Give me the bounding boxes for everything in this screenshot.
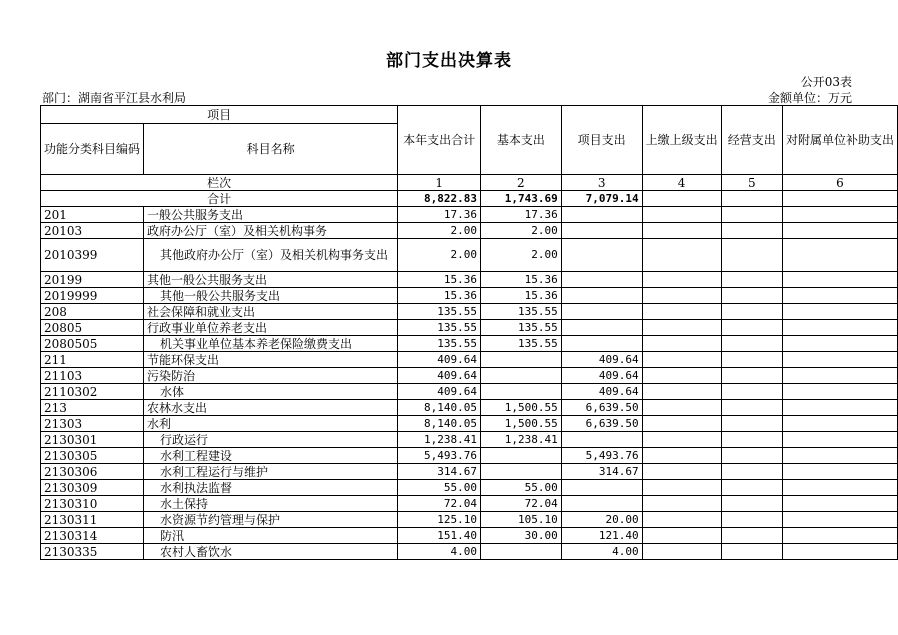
row-subsidy: [782, 352, 897, 368]
row-project: [561, 288, 642, 304]
row-code: 21303: [41, 416, 144, 432]
header-subsidy: 对附属单位补助支出: [782, 106, 897, 175]
row-superior: [642, 448, 721, 464]
row-superior: [642, 320, 721, 336]
row-superior: [642, 432, 721, 448]
row-subsidy: [782, 239, 897, 272]
row-superior: [642, 288, 721, 304]
table-row: [41, 304, 898, 320]
row-superior: [642, 528, 721, 544]
row-project: 6,639.50: [561, 400, 642, 416]
row-subsidy: [782, 207, 897, 223]
row-operating: [721, 496, 782, 512]
table-row: [41, 416, 898, 432]
row-code: 2130305: [41, 448, 144, 464]
row-total: 4.00: [398, 544, 481, 560]
header-operating: 经营支出: [721, 106, 782, 175]
row-superior: [642, 336, 721, 352]
row-basic: 15.36: [480, 288, 561, 304]
row-superior: [642, 352, 721, 368]
header-name: 科目名称: [144, 124, 398, 175]
row-subsidy: [782, 448, 897, 464]
row-operating: [721, 368, 782, 384]
report-title: 部门支出决算表: [386, 51, 512, 71]
row-project: 409.64: [561, 384, 642, 400]
sum-operating: [721, 191, 782, 207]
header-superior: 上缴上级支出: [642, 106, 721, 175]
column-index-6: 6: [782, 175, 897, 191]
row-code: 208: [41, 304, 144, 320]
row-total: 135.55: [398, 320, 481, 336]
row-basic: 15.36: [480, 272, 561, 288]
row-basic: 30.00: [480, 528, 561, 544]
sum-basic: 1,743.69: [480, 191, 561, 207]
row-operating: [721, 352, 782, 368]
row-basic: 2.00: [480, 223, 561, 239]
row-basic: 1,238.41: [480, 432, 561, 448]
sum-superior: [642, 191, 721, 207]
row-operating: [721, 400, 782, 416]
row-subsidy: [782, 320, 897, 336]
row-basic: 17.36: [480, 207, 561, 223]
row-project: [561, 239, 642, 272]
row-name: 其他政府办公厅（室）及相关机构事务支出: [144, 239, 398, 272]
row-total: 17.36: [398, 207, 481, 223]
row-total: 409.64: [398, 352, 481, 368]
row-project: 121.40: [561, 528, 642, 544]
row-name: 行政运行: [144, 432, 398, 448]
row-total: 15.36: [398, 272, 481, 288]
row-basic: 1,500.55: [480, 416, 561, 432]
row-code: 213: [41, 400, 144, 416]
row-total: 2.00: [398, 239, 481, 272]
row-subsidy: [782, 464, 897, 480]
row-name: 农村人畜饮水: [144, 544, 398, 560]
row-name: 其他一般公共服务支出: [144, 272, 398, 288]
row-project: 20.00: [561, 512, 642, 528]
row-code: 211: [41, 352, 144, 368]
row-total: 135.55: [398, 336, 481, 352]
row-name: 水土保持: [144, 496, 398, 512]
row-project: [561, 496, 642, 512]
row-basic: [480, 384, 561, 400]
row-name: 水利执法监督: [144, 480, 398, 496]
row-name: 一般公共服务支出: [144, 207, 398, 223]
row-code: 2110302: [41, 384, 144, 400]
row-basic: [480, 448, 561, 464]
row-basic: 72.04: [480, 496, 561, 512]
row-basic: [480, 544, 561, 560]
table-row: [41, 496, 898, 512]
row-operating: [721, 432, 782, 448]
table-row: [41, 320, 898, 336]
row-subsidy: [782, 272, 897, 288]
row-name: 行政事业单位养老支出: [144, 320, 398, 336]
row-superior: [642, 480, 721, 496]
row-basic: [480, 464, 561, 480]
row-subsidy: [782, 432, 897, 448]
row-superior: [642, 464, 721, 480]
row-operating: [721, 272, 782, 288]
row-subsidy: [782, 480, 897, 496]
row-superior: [642, 304, 721, 320]
row-basic: 135.55: [480, 304, 561, 320]
row-project: [561, 480, 642, 496]
row-basic: 1,500.55: [480, 400, 561, 416]
column-index-4: 4: [642, 175, 721, 191]
row-total: 125.10: [398, 512, 481, 528]
row-code: 20199: [41, 272, 144, 288]
table-row: [41, 480, 898, 496]
row-project: [561, 432, 642, 448]
row-project: 409.64: [561, 368, 642, 384]
row-subsidy: [782, 336, 897, 352]
row-superior: [642, 544, 721, 560]
row-total: 5,493.76: [398, 448, 481, 464]
table-row: [41, 400, 898, 416]
row-total: 72.04: [398, 496, 481, 512]
row-operating: [721, 336, 782, 352]
row-project: 5,493.76: [561, 448, 642, 464]
row-code: 2019999: [41, 288, 144, 304]
table-row: [41, 207, 898, 223]
column-index-1: 1: [398, 175, 481, 191]
table-row: [41, 448, 898, 464]
row-operating: [721, 239, 782, 272]
header-code: 功能分类科目编码: [41, 124, 144, 175]
row-basic: 55.00: [480, 480, 561, 496]
row-project: 6,639.50: [561, 416, 642, 432]
row-code: 2130311: [41, 512, 144, 528]
form-code: 公开03表: [800, 75, 852, 89]
row-project: 409.64: [561, 352, 642, 368]
row-total: 8,140.05: [398, 400, 481, 416]
row-operating: [721, 207, 782, 223]
row-operating: [721, 223, 782, 239]
header-item: 项目: [41, 106, 398, 124]
row-operating: [721, 448, 782, 464]
sum-total: 8,822.83: [398, 191, 481, 207]
sum-subsidy: [782, 191, 897, 207]
header-project: 项目支出: [561, 106, 642, 175]
column-index-label: 栏次: [41, 175, 398, 191]
row-total: 55.00: [398, 480, 481, 496]
row-subsidy: [782, 288, 897, 304]
row-name: 水利工程运行与维护: [144, 464, 398, 480]
row-operating: [721, 304, 782, 320]
row-code: 2080505: [41, 336, 144, 352]
row-basic: [480, 368, 561, 384]
table-row: [41, 272, 898, 288]
row-operating: [721, 288, 782, 304]
row-name: 水利: [144, 416, 398, 432]
table-row: [41, 288, 898, 304]
row-name: 节能环保支出: [144, 352, 398, 368]
row-subsidy: [782, 496, 897, 512]
row-name: 农林水支出: [144, 400, 398, 416]
row-name: 社会保障和就业支出: [144, 304, 398, 320]
amount-unit-label: 金额单位：万元: [767, 91, 852, 105]
row-total: 151.40: [398, 528, 481, 544]
expenditure-table: [40, 105, 898, 560]
row-code: 2130306: [41, 464, 144, 480]
header-basic: 基本支出: [480, 106, 561, 175]
row-basic: 2.00: [480, 239, 561, 272]
row-total: 314.67: [398, 464, 481, 480]
table-row: [41, 239, 898, 272]
row-code: 201: [41, 207, 144, 223]
row-superior: [642, 416, 721, 432]
row-project: [561, 320, 642, 336]
row-superior: [642, 384, 721, 400]
row-code: 2130335: [41, 544, 144, 560]
row-code: 20103: [41, 223, 144, 239]
row-operating: [721, 528, 782, 544]
row-name: 机关事业单位基本养老保险缴费支出: [144, 336, 398, 352]
row-operating: [721, 416, 782, 432]
row-basic: 135.55: [480, 336, 561, 352]
row-basic: 135.55: [480, 320, 561, 336]
row-total: 409.64: [398, 368, 481, 384]
row-basic: 105.10: [480, 512, 561, 528]
sum-project: 7,079.14: [561, 191, 642, 207]
row-total: 2.00: [398, 223, 481, 239]
row-project: 4.00: [561, 544, 642, 560]
table-row: [41, 368, 898, 384]
row-subsidy: [782, 384, 897, 400]
row-code: 2130314: [41, 528, 144, 544]
row-project: [561, 223, 642, 239]
department-label: 部门：湖南省平江县水利局: [42, 91, 187, 105]
row-superior: [642, 272, 721, 288]
table-row: [41, 384, 898, 400]
row-name: 其他一般公共服务支出: [144, 288, 398, 304]
table-row: [41, 223, 898, 239]
row-name: 水资源节约管理与保护: [144, 512, 398, 528]
table-row: [41, 464, 898, 480]
row-total: 15.36: [398, 288, 481, 304]
row-operating: [721, 480, 782, 496]
row-subsidy: [782, 544, 897, 560]
sum-row-label: 合计: [41, 191, 398, 207]
row-code: 2130301: [41, 432, 144, 448]
table-row: [41, 528, 898, 544]
row-name: 水利工程建设: [144, 448, 398, 464]
row-superior: [642, 496, 721, 512]
row-project: 314.67: [561, 464, 642, 480]
row-subsidy: [782, 528, 897, 544]
row-code: 2010399: [41, 239, 144, 272]
row-subsidy: [782, 416, 897, 432]
row-superior: [642, 400, 721, 416]
row-subsidy: [782, 223, 897, 239]
row-basic: [480, 352, 561, 368]
column-index-2: 2: [480, 175, 561, 191]
table-row: [41, 432, 898, 448]
row-code: 2130309: [41, 480, 144, 496]
row-total: 8,140.05: [398, 416, 481, 432]
row-operating: [721, 544, 782, 560]
row-total: 135.55: [398, 304, 481, 320]
row-superior: [642, 239, 721, 272]
row-subsidy: [782, 304, 897, 320]
row-operating: [721, 384, 782, 400]
row-superior: [642, 368, 721, 384]
row-code: 20805: [41, 320, 144, 336]
row-subsidy: [782, 512, 897, 528]
row-project: [561, 272, 642, 288]
column-index-5: 5: [721, 175, 782, 191]
row-name: 防汛: [144, 528, 398, 544]
row-code: 21103: [41, 368, 144, 384]
row-operating: [721, 512, 782, 528]
row-subsidy: [782, 368, 897, 384]
row-operating: [721, 464, 782, 480]
row-superior: [642, 512, 721, 528]
row-name: 水体: [144, 384, 398, 400]
column-index-3: 3: [561, 175, 642, 191]
row-name: 污染防治: [144, 368, 398, 384]
row-superior: [642, 207, 721, 223]
header-total: 本年支出合计: [398, 106, 481, 175]
table-row: [41, 352, 898, 368]
row-subsidy: [782, 400, 897, 416]
row-total: 1,238.41: [398, 432, 481, 448]
row-project: [561, 304, 642, 320]
row-project: [561, 207, 642, 223]
row-code: 2130310: [41, 496, 144, 512]
table-row: [41, 544, 898, 560]
row-project: [561, 336, 642, 352]
table-row: [41, 336, 898, 352]
table-row: [41, 512, 898, 528]
row-total: 409.64: [398, 384, 481, 400]
row-superior: [642, 223, 721, 239]
row-operating: [721, 320, 782, 336]
row-name: 政府办公厅（室）及相关机构事务: [144, 223, 398, 239]
